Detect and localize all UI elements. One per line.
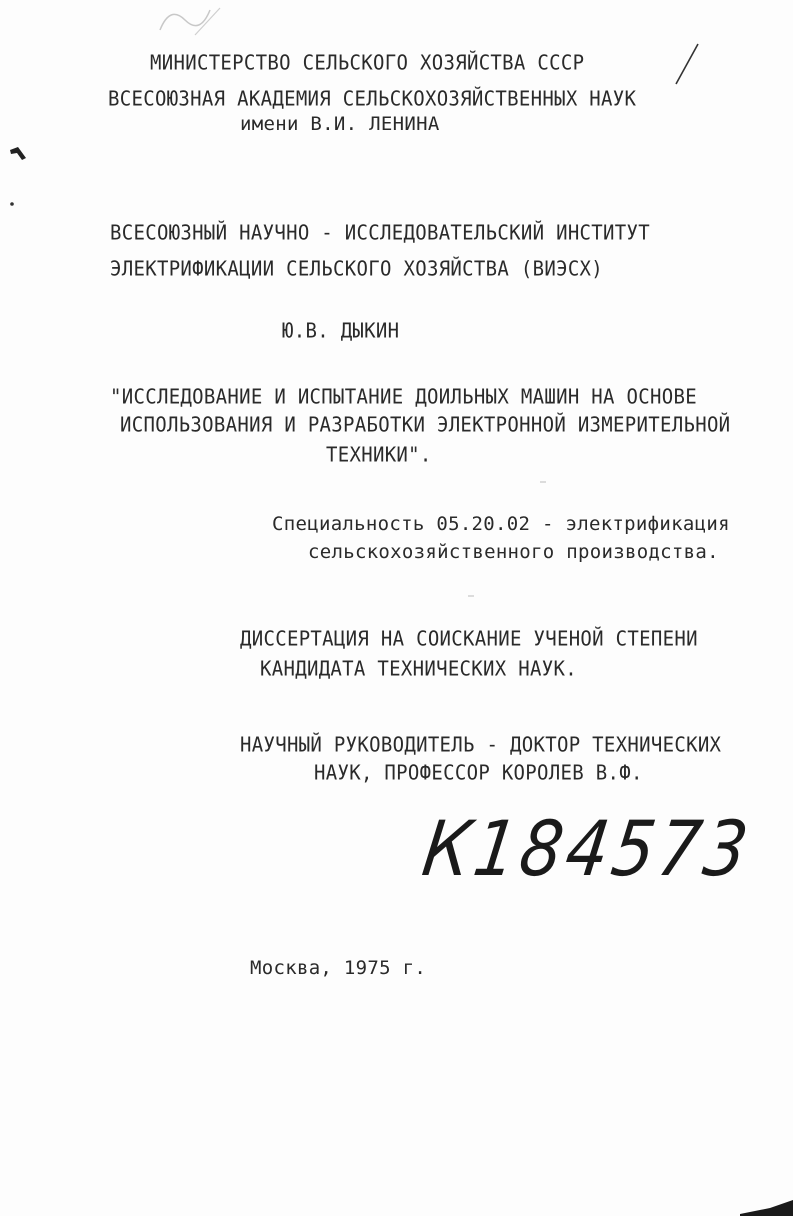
supervisor-line-1: НАУЧНЫЙ РУКОВОДИТЕЛЬ - ДОКТОР ТЕХНИЧЕСКИХ: [240, 733, 722, 757]
paper-speck: [540, 480, 546, 484]
title-line-3: ТЕХНИКИ".: [326, 443, 432, 467]
ministry-heading: МИНИСТЕРСТВО СЕЛЬСКОГО ХОЗЯЙСТВА СССР: [150, 51, 585, 75]
specialty-line-2: сельскохозяйственного производства.: [308, 541, 719, 563]
specialty-line-1: Специальность 05.20.02 - электрификация: [272, 513, 730, 535]
academy-heading: ВСЕСОЮЗНАЯ АКАДЕМИЯ СЕЛЬСКОХОЗЯЙСТВЕННЫХ НАУК: [108, 87, 637, 111]
handwritten-inventory-number: К184573: [417, 805, 757, 894]
academy-named-line: имени В.И. ЛЕНИНА: [240, 113, 440, 135]
institute-line-1: ВСЕСОЮЗНЫЙ НАУЧНО - ИССЛЕДОВАТЕЛЬСКИЙ ИНСТИТУТ: [110, 221, 650, 245]
margin-arrow-mark: [8, 144, 30, 164]
supervisor-line-2: НАУК, ПРОФЕССОР КОРОЛЕВ В.Ф.: [314, 761, 643, 785]
corner-mark: [740, 1196, 793, 1216]
margin-dot-mark: [8, 200, 16, 208]
title-line-2: ИСПОЛЬЗОВАНИЯ И РАЗРАБОТКИ ЭЛЕКТРОННОЙ ИЗМЕРИТЕЛЬНОЙ: [120, 413, 731, 437]
dissertation-line-2: КАНДИДАТА ТЕХНИЧЕСКИХ НАУК.: [260, 657, 577, 681]
institute-line-2: ЭЛЕКТРИФИКАЦИИ СЕЛЬСКОГО ХОЗЯЙСТВА (ВИЭСХ): [110, 257, 604, 281]
slash-mark: [672, 42, 702, 87]
title-line-1: "ИССЛЕДОВАНИЕ И ИСПЫТАНИЕ ДОИЛЬНЫХ МАШИН НА ОСНОВЕ: [110, 385, 697, 409]
place-year: Москва, 1975 г.: [250, 957, 427, 979]
author-name: Ю.В. ДЫКИН: [282, 319, 400, 343]
faint-stamp-mark: [150, 0, 240, 40]
dissertation-line-1: ДИССЕРТАЦИЯ НА СОИСКАНИЕ УЧЕНОЙ СТЕПЕНИ: [240, 627, 698, 651]
paper-speck: [468, 594, 474, 598]
